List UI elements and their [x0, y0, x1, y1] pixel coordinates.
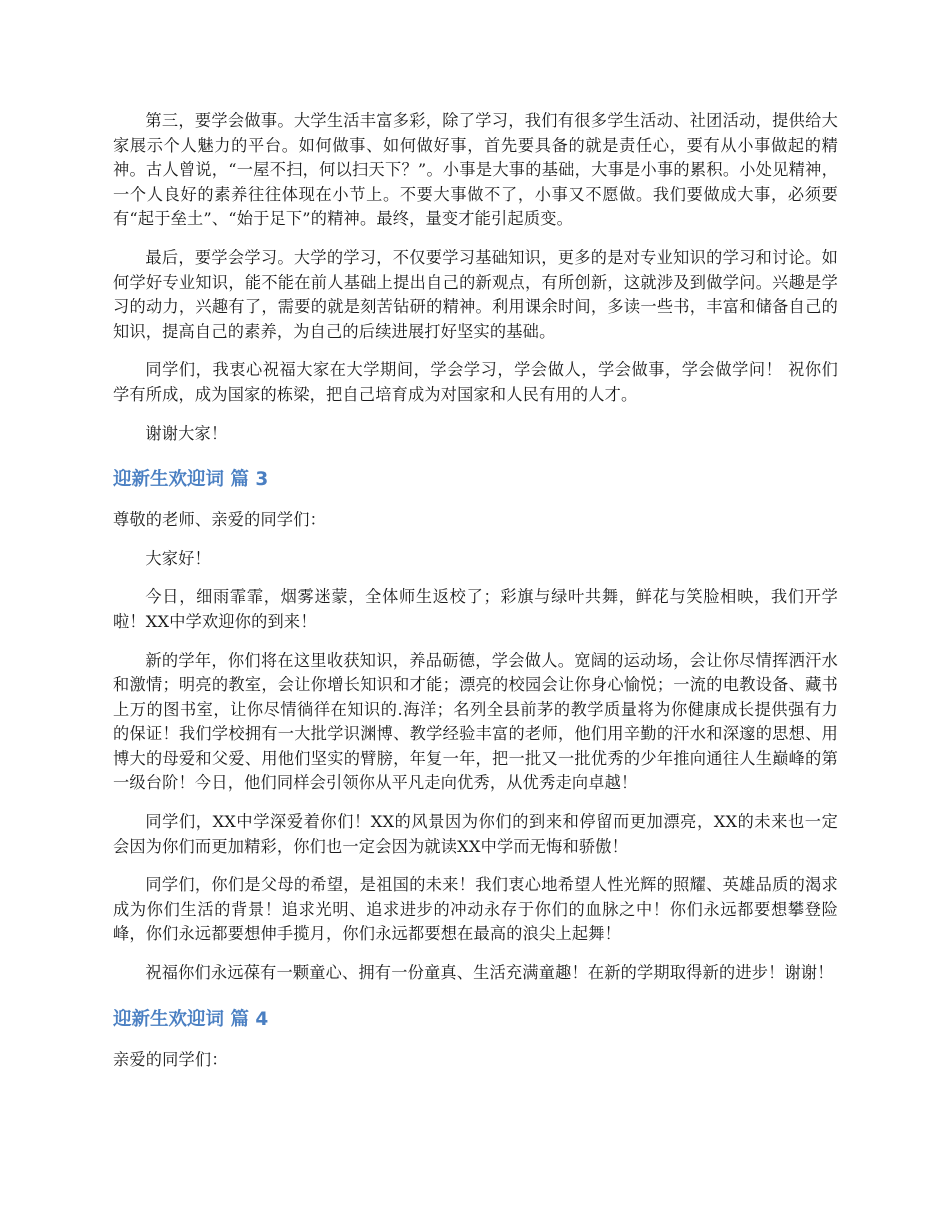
section-4-title: 迎新生欢迎词 篇 4 [113, 1008, 269, 1030]
document-body [113, 109, 838, 1086]
paragraph-blessing: 同学们，我衷心祝福大家在大学期间，学会学习，学会做人，学会做事，学会做学问！ 祝你们学有所成，成为国家的栋梁，把自己培育成为对国家和人民有用的人才。 [113, 360, 838, 404]
paragraph-do-things: 第三，要学会做事。大学生活丰富多彩，除了学习，我们有很多学生活动、社团活动，提供给大家展示个人魅力的平台。如何做事、如何做好事，首先要具备的就是责任心，要有从小事做起的精神。古人曾说，“一屋不扫，何以扫天下？”。小事是大事的基础，大事是小事的累积。小处见精神，一个人良好的素养往往体现在小节上。不要大事做不了，小事又不愿做。我们要做成大事，必须要有“起于垒土”、“始于足下”的精神。最终，量变才能引起质变。 [113, 111, 838, 229]
paragraph-thanks: 谢谢大家！ [145, 423, 228, 443]
section-3-greeting: 大家好！ [145, 548, 211, 568]
section-3-title: 迎新生欢迎词 篇 3 [113, 469, 269, 491]
section-3-paragraph: 同学们，XX中学深爱着你们！XX的风景因为你们的到来和停留而更加漂亮，XX的未来也一定会因为你们而更加精彩，你们也一定会因为就读XX中学而无悔和骄傲！ [113, 812, 838, 856]
section-3-paragraph: 祝福你们永远葆有一颗童心、拥有一份童真、生活充满童趣！在新的学期取得新的进步！谢谢！ [145, 963, 834, 983]
section-3-paragraph: 同学们，你们是父母的希望，是祖国的未来！我们衷心地希望人性光辉的照耀、英雄品质的渴求成为你们生活的背景！追求光明、追求进步的冲动永存于你们的血脉之中！你们永远都要想攀登险峰，你们永远都要想伸手揽月，你们永远都要想在最高的浪尖上起舞！ [113, 875, 838, 944]
section-3-salutation: 尊敬的老师、亲爱的同学们： [113, 510, 327, 530]
paragraph-learn: 最后，要学会学习。大学的学习，不仅要学习基础知识，更多的是对专业知识的学习和讨论。如何学好专业知识，能不能在前人基础上提出自己的新观点，有所创新，这就涉及到做学问。兴趣是学习的动力，兴趣有了，需要的就是刻苦钻研的精神。利用课余时间，多读一些书，丰富和储备自己的知识，提高自己的素养，为自己的后续进展打好坚实的基础。 [113, 247, 838, 341]
section-3-paragraph: 新的学年，你们将在这里收获知识，养品砺德，学会做人。宽阔的运动场，会让你尽情挥洒汗水和激情；明亮的教室，会让你增长知识和才能；漂亮的校园会让你身心愉悦；一流的电教设备、藏书上万的图书室，让你尽情徜徉在知识的.海洋；名列全县前茅的教学质量将为你健康成长提供强有力的保证！我们学校拥有一大批学识渊博、教学经验丰富的老师，他们用辛勤的汗水和深邃的思想、用博大的母爱和父爱、用他们坚实的臂膀，年复一年，把一批又一批优秀的少年推向通往人生巅峰的第一级台阶！今日，他们同样会引领你从平凡走向优秀，从优秀走向卓越！ [113, 650, 838, 793]
section-3-paragraph: 今日，细雨霏霏，烟雾迷蒙，全体师生返校了；彩旗与绿叶共舞，鲜花与笑脸相映，我们开学啦！XX中学欢迎你的到来！ [113, 587, 838, 631]
section-4-salutation: 亲爱的同学们： [113, 1049, 228, 1069]
